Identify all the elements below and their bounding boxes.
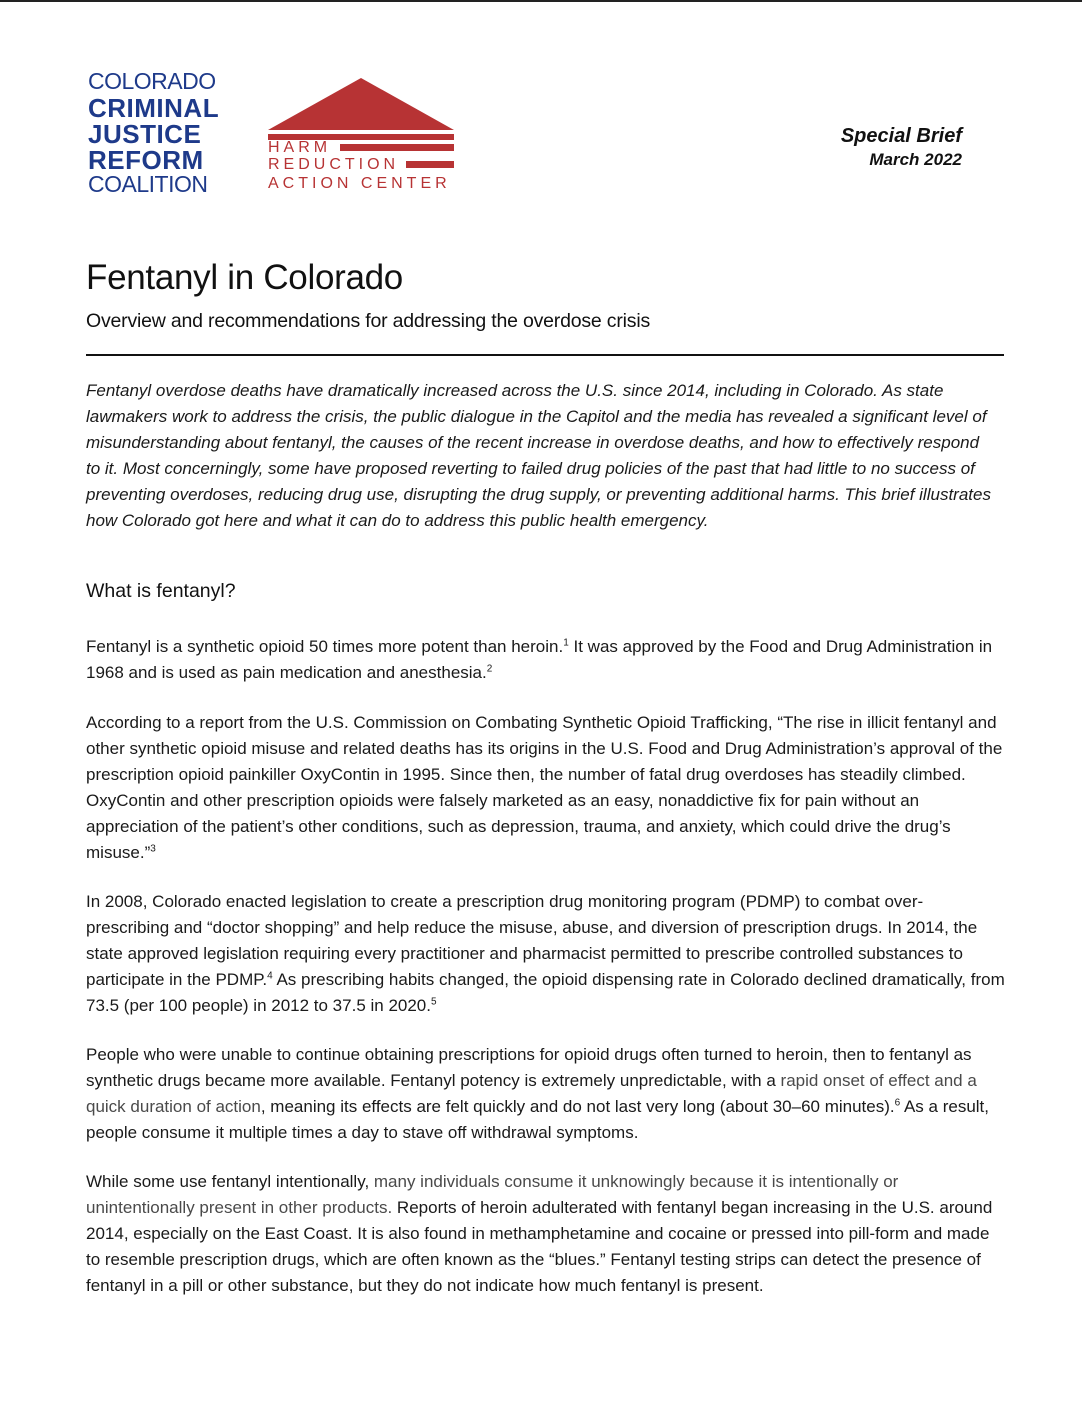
logo-word-harm: HARM (268, 139, 332, 156)
text-run: Fentanyl is a synthetic opioid 50 times more potent than heroin. (86, 637, 564, 656)
body-paragraph-5 (86, 1169, 1006, 1299)
logo-word-action-center: ACTION CENTER (268, 175, 451, 192)
logo-word: REFORM (88, 145, 204, 175)
text-run: It was approved by the Food and Drug Administration in 1968 and is used as pain medication and anesthesia. (86, 637, 993, 682)
footnote-ref: 6 (894, 1097, 901, 1109)
page-subtitle: Overview and recommendations for addressing the overdose crisis (86, 310, 651, 332)
footnote-ref: 2 (486, 663, 493, 675)
brief-label (841, 124, 962, 172)
body-paragraph-2 (86, 710, 1006, 866)
footnote-ref: 4 (267, 970, 273, 982)
text-run: Reports of heroin adulterated with fentanyl began increasing in the U.S. around 2014, especially on the East Coast. It is also found in methamphetamine and cocaine or pressed into pill-form and made to resemble prescription drugs, which are often known as the “blues.” Fentanyl testing strips can detect the presence of fentanyl in a pill or other substance, but they do not indicate how much fentanyl is present. (86, 1198, 993, 1295)
ccjrc-logo (88, 70, 228, 198)
logo-word-reduction: REDUCTION (268, 156, 400, 173)
logo-word: JUSTICE (88, 119, 202, 149)
logo-word: CRIMINAL (88, 93, 220, 123)
logo-word: COALITION (88, 171, 208, 197)
text-run: People who were unable to continue obtaining prescriptions for opioid drugs often turned to heroin, then to fentanyl as synthetic drugs became more available. Fentanyl potency is extremely unpredictable, with a (86, 1045, 972, 1090)
text-run: As prescribing habits changed, the opioid dispensing rate in Colorado declined dramatically, from 73.5 (per 100 people) in 2012 to 37.5 in 2020. (86, 970, 1005, 1015)
inline-link[interactable]: rapid onset of effect and a quick duration of action (86, 1071, 977, 1116)
text-run: According to a report from the U.S. Commission on Combating Synthetic Opioid Trafficking, “The rise in illicit fentanyl and other synthetic opioid misuse and related deaths has its origins in the U.S. Food and Drug Administration’s approval of the prescription opioid painkiller OxyContin in 1995. Since then, the number of fatal drug overdoses has steadily climbed. OxyContin and other prescription opioids were falsely marketed as an easy, nonaddictive fix for pain without an appreciation of the patient’s other conditions, such as depression, trauma, and anxiety, which could drive the drug’s misuse.” (86, 713, 1003, 862)
logo-word: COLORADO (88, 68, 216, 94)
brief-date: March 2022 (869, 150, 962, 169)
body-paragraph-3 (86, 889, 1006, 1019)
footnote-ref: 3 (150, 843, 156, 855)
title-divider (86, 354, 1004, 356)
top-border (0, 0, 1082, 2)
footnote-ref: 5 (431, 996, 437, 1008)
footnote-ref: 1 (563, 637, 569, 649)
harm-reduction-logo (266, 78, 462, 198)
intro-paragraph: Fentanyl overdose deaths have dramatically increased across the U.S. since 2014, including in Colorado. As state lawmakers work to address the crisis, the public dialogue in the Capitol and the media has revealed a significant level of misunderstanding about fentanyl, the causes of the recent increase in overdose deaths, and how to effectively respond to it. Most concerningly, some have proposed reverting to failed drug policies of the past that had little to no success of preventing overdoses, reducing drug use, disrupting the drug supply, or preventing additional harms. This brief illustrates how Colorado got here and what it can do to address this public health emergency. (86, 381, 991, 530)
text-run: , meaning its effects are felt quickly and do not last very long (about 30–60 minutes). (260, 1097, 895, 1116)
text-run: While some use fentanyl intentionally, (86, 1172, 374, 1191)
brief-type: Special Brief (840, 125, 962, 147)
body-paragraph-1 (86, 634, 1006, 686)
section-heading: What is fentanyl? (86, 580, 236, 602)
page-title: Fentanyl in Colorado (86, 258, 403, 297)
body-paragraph-4 (86, 1042, 1006, 1146)
text-run: In 2008, Colorado enacted legislation to create a prescription drug monitoring program (PDMP) to combat over-prescribing and “doctor shopping” and help reduce the misuse, abuse, and diversion of prescription drugs. In 2014, the state approved legislation requiring every practitioner and pharmacist permitted to prescribe controlled substances to participate in the PDMP. (86, 892, 978, 989)
text-run: As a result, people consume it multiple times a day to stave off withdrawal symptoms. (86, 1097, 989, 1142)
inline-link[interactable]: many individuals consume it unknowingly because it is intentionally or unintentionally present in other products. (86, 1172, 899, 1217)
